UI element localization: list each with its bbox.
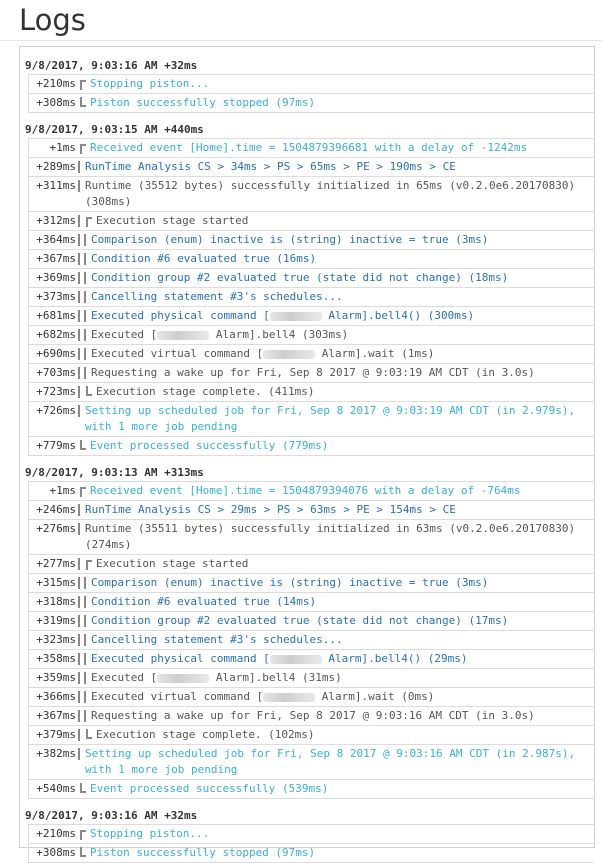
log-message-text: Executed virtual command [	[91, 347, 264, 360]
log-entry-list	[28, 824, 594, 863]
log-entry-message	[87, 438, 594, 454]
tree-indent	[76, 651, 88, 667]
log-message-text: Piston successfully stopped (97ms)	[90, 96, 316, 109]
log-entry-time: +1ms	[49, 141, 76, 154]
tree-line-icon	[84, 310, 86, 322]
log-entry-row	[29, 707, 594, 726]
log-entry-row	[29, 501, 594, 520]
log-entry-message	[88, 632, 594, 648]
log-entry-message	[88, 708, 594, 724]
log-message-text: Executed virtual command [	[91, 690, 264, 703]
tree-line-icon	[78, 634, 80, 646]
tree-line-icon	[78, 215, 80, 227]
tree-indent	[76, 270, 88, 286]
tree-branch-start-icon	[86, 558, 93, 570]
log-message-text: Event processed successfully (779ms)	[90, 439, 329, 452]
log-entry-time: +358ms	[36, 652, 76, 665]
log-message-text: Execution stage started	[96, 214, 249, 227]
tree-indent	[76, 346, 88, 362]
log-entry-time: +726ms	[36, 404, 76, 417]
tree-branch-start-icon	[80, 142, 87, 154]
log-message-text: Piston successfully stopped (97ms)	[90, 846, 316, 859]
tree-indent	[76, 594, 88, 610]
tree-line-icon	[84, 653, 86, 665]
tree-indent	[76, 483, 87, 499]
tree-line-icon	[78, 672, 80, 684]
tree-indent	[76, 689, 88, 705]
log-entry-time: +373ms	[36, 290, 76, 303]
log-entry-message	[87, 845, 594, 861]
tree-line-icon	[84, 234, 86, 246]
log-entry-time: +210ms	[36, 827, 76, 840]
log-entry-time: +364ms	[36, 233, 76, 246]
log-message-text: RunTime Analysis CS > 29ms > PS > 63ms > PE > 154ms > CE	[85, 503, 456, 516]
log-entry-list	[28, 138, 594, 456]
tree-branch-start-icon	[86, 215, 93, 227]
log-entry-message	[88, 251, 594, 267]
log-message-text: Executed physical command [	[91, 652, 270, 665]
tree-branch-start-icon	[80, 78, 87, 90]
log-message-text: Executed physical command [	[91, 309, 270, 322]
log-entry-time: +779ms	[36, 439, 76, 452]
log-entry-time: +681ms	[36, 309, 76, 322]
log-message-text: Execution stage started	[96, 557, 249, 570]
tree-branch-end-icon	[80, 440, 87, 452]
log-message-text: Setting up scheduled job for Fri, Sep 8 2017 @ 9:03:19 AM CDT (in 2.979s), with 1 more job pending	[85, 404, 582, 433]
tree-line-icon	[84, 329, 86, 341]
log-entry-message	[82, 502, 594, 518]
tree-line-icon	[78, 161, 80, 173]
log-entry-message	[82, 178, 594, 210]
log-entry-time: +210ms	[36, 77, 76, 90]
log-entry-row	[29, 669, 594, 688]
tree-indent	[76, 845, 87, 861]
log-entry-message	[88, 613, 594, 629]
log-message-text: Received event [Home].time = 1504879394076 with a delay of -764ms	[90, 484, 521, 497]
log-entry-time: +379ms	[36, 728, 76, 741]
tree-indent	[76, 384, 93, 400]
log-entry-time: +277ms	[36, 557, 76, 570]
tree-indent	[76, 289, 88, 305]
tree-indent	[76, 781, 87, 797]
log-entry-message	[87, 76, 594, 92]
log-entry-time: +311ms	[36, 179, 76, 192]
tree-indent	[76, 670, 88, 686]
tree-line-icon	[78, 253, 80, 265]
tree-line-icon	[78, 558, 80, 570]
log-message-text: Stopping piston...	[90, 827, 210, 840]
tree-branch-end-icon	[80, 847, 87, 859]
log-entry-time: +308ms	[36, 96, 76, 109]
title-divider	[0, 40, 602, 41]
tree-line-icon	[78, 691, 80, 703]
tree-line-icon	[84, 348, 86, 360]
log-entry-list	[28, 74, 594, 113]
tree-indent	[76, 213, 93, 229]
tree-line-icon	[78, 523, 80, 535]
log-entry-time: +367ms	[36, 709, 76, 722]
log-entry-row	[29, 825, 594, 844]
log-entry-row	[29, 364, 594, 383]
tree-line-icon	[78, 180, 80, 192]
log-entry-time: +319ms	[36, 614, 76, 627]
log-entry-row	[29, 780, 594, 799]
log-entry-row	[29, 402, 594, 437]
log-entry-message	[88, 308, 594, 324]
log-group	[20, 59, 594, 113]
log-entry-message	[88, 651, 594, 667]
log-message-text: Cancelling statement #3's schedules...	[91, 290, 343, 303]
log-entry-message	[88, 289, 594, 305]
log-entry-row	[29, 574, 594, 593]
log-entry-message	[87, 95, 594, 111]
log-entry-time: +276ms	[36, 522, 76, 535]
tree-line-icon	[78, 729, 80, 741]
tree-indent	[76, 727, 93, 743]
tree-line-icon	[84, 672, 86, 684]
log-group	[20, 809, 594, 863]
tree-line-icon	[78, 367, 80, 379]
log-message-text: Cancelling statement #3's schedules...	[91, 633, 343, 646]
log-entry-row	[29, 844, 594, 863]
log-entry-message	[88, 270, 594, 286]
log-entry-row	[29, 94, 594, 113]
tree-line-icon	[78, 386, 80, 398]
log-message-text: Runtime (35512 bytes) successfully initialized in 65ms (v0.2.0e6.20170830) (308ms)	[85, 179, 582, 208]
log-entry-row	[29, 555, 594, 574]
tree-line-icon	[84, 710, 86, 722]
log-entry-message	[82, 746, 594, 778]
log-message-text: Comparison (enum) inactive is (string) inactive = true (3ms)	[91, 576, 489, 589]
tree-line-icon	[84, 253, 86, 265]
log-entry-message	[87, 826, 594, 842]
tree-indent	[76, 76, 87, 92]
tree-branch-end-icon	[80, 97, 87, 109]
log-entry-message	[88, 670, 594, 686]
tree-indent	[76, 708, 88, 724]
log-entry-row	[29, 177, 594, 212]
tree-indent	[76, 632, 88, 648]
log-entry-time: +315ms	[36, 576, 76, 589]
log-entry-message	[82, 159, 594, 175]
log-entry-list	[28, 481, 594, 799]
log-entry-row	[29, 650, 594, 669]
log-entry-message	[93, 556, 594, 572]
log-message-text: Alarm].bell4 (303ms)	[209, 328, 349, 341]
tree-line-icon	[78, 272, 80, 284]
log-entry-message	[82, 403, 594, 435]
log-group-timestamp: 9/8/2017, 9:03:15 AM +440ms	[25, 123, 204, 136]
log-entry-message	[88, 346, 594, 362]
tree-line-icon	[78, 234, 80, 246]
log-message-text: Condition group #2 evaluated true (state did not change) (18ms)	[91, 271, 509, 284]
tree-indent	[76, 251, 88, 267]
log-message-text: Alarm].bell4() (29ms)	[321, 652, 468, 665]
log-entry-message	[93, 213, 594, 229]
log-entry-row	[29, 158, 594, 177]
tree-line-icon	[84, 634, 86, 646]
log-entry-message	[88, 594, 594, 610]
log-entry-row	[29, 520, 594, 555]
log-message-text: Received event [Home].time = 1504879396681 with a delay of -1242ms	[90, 141, 528, 154]
log-message-text: Requesting a wake up for Fri, Sep 8 2017 @ 9:03:19 AM CDT (in 3.0s)	[91, 366, 535, 379]
log-entry-row	[29, 383, 594, 402]
log-message-text: Setting up scheduled job for Fri, Sep 8 2017 @ 9:03:16 AM CDT (in 2.987s), with 1 more job pending	[85, 747, 582, 776]
redacted-device-name	[263, 693, 315, 702]
tree-branch-end-icon	[80, 783, 87, 795]
tree-line-icon	[78, 310, 80, 322]
log-entry-row	[29, 482, 594, 501]
tree-line-icon	[78, 348, 80, 360]
tree-line-icon	[78, 405, 80, 417]
tree-line-icon	[78, 291, 80, 303]
log-entry-time: +359ms	[36, 671, 76, 684]
tree-line-icon	[78, 615, 80, 627]
tree-indent	[76, 575, 88, 591]
log-entry-time: +369ms	[36, 271, 76, 284]
log-entry-row	[29, 745, 594, 780]
log-message-text: Alarm].bell4() (300ms)	[321, 309, 475, 322]
tree-line-icon	[84, 691, 86, 703]
log-entry-time: +323ms	[36, 633, 76, 646]
log-entry-row	[29, 212, 594, 231]
log-entry-time: +246ms	[36, 503, 76, 516]
redacted-device-name	[270, 312, 322, 321]
tree-branch-start-icon	[80, 828, 87, 840]
tree-line-icon	[84, 577, 86, 589]
log-entry-message	[88, 327, 594, 343]
log-message-text: Executed [	[91, 671, 158, 684]
log-message-text: Alarm].bell4 (31ms)	[209, 671, 342, 684]
log-entry-message	[93, 727, 594, 743]
log-entry-row	[29, 326, 594, 345]
log-entry-message	[88, 232, 594, 248]
log-entry-row	[29, 231, 594, 250]
log-entry-time: +367ms	[36, 252, 76, 265]
log-entry-row	[29, 345, 594, 364]
log-entry-message	[93, 384, 594, 400]
log-message-text: Execution stage complete. (102ms)	[96, 728, 315, 741]
log-message-text: Event processed successfully (539ms)	[90, 782, 329, 795]
log-entry-time: +366ms	[36, 690, 76, 703]
log-group-timestamp: 9/8/2017, 9:03:13 AM +313ms	[25, 466, 204, 479]
tree-line-icon	[78, 596, 80, 608]
log-entry-time: +312ms	[36, 214, 76, 227]
log-entry-time: +318ms	[36, 595, 76, 608]
log-message-text: Stopping piston...	[90, 77, 210, 90]
log-entry-time: +382ms	[36, 747, 76, 760]
page-title: Logs	[19, 3, 86, 37]
tree-line-icon	[84, 291, 86, 303]
log-entry-time: +703ms	[36, 366, 76, 379]
log-entry-time: +723ms	[36, 385, 76, 398]
log-group-timestamp: 9/8/2017, 9:03:16 AM +32ms	[25, 809, 198, 822]
tree-indent	[76, 140, 87, 156]
log-entry-time: +289ms	[36, 160, 76, 173]
tree-line-icon	[84, 272, 86, 284]
log-entry-message	[87, 140, 594, 156]
log-entry-row	[29, 688, 594, 707]
tree-indent	[76, 438, 87, 454]
log-message-text: Alarm].wait (0ms)	[315, 690, 435, 703]
log-message-text: Alarm].wait (1ms)	[315, 347, 435, 360]
log-entry-row	[29, 250, 594, 269]
log-entry-time: +682ms	[36, 328, 76, 341]
redacted-device-name	[263, 350, 315, 359]
log-message-text: Condition #6 evaluated true (14ms)	[91, 595, 317, 608]
redacted-device-name	[270, 655, 322, 664]
tree-line-icon	[84, 615, 86, 627]
log-panel[interactable]	[19, 46, 595, 859]
tree-indent	[76, 556, 93, 572]
log-entry-row	[29, 139, 594, 158]
log-message-text: Executed [	[91, 328, 158, 341]
log-entry-row	[29, 307, 594, 326]
tree-line-icon	[78, 504, 80, 516]
tree-branch-end-icon	[86, 729, 93, 741]
log-message-text: Condition #6 evaluated true (16ms)	[91, 252, 317, 265]
tree-line-icon	[78, 710, 80, 722]
tree-branch-start-icon	[80, 485, 87, 497]
log-entry-message	[88, 575, 594, 591]
log-message-text: RunTime Analysis CS > 34ms > PS > 65ms > PE > 190ms > CE	[85, 160, 456, 173]
log-message-text: Requesting a wake up for Fri, Sep 8 2017 @ 9:03:16 AM CDT (in 3.0s)	[91, 709, 535, 722]
tree-indent	[76, 308, 88, 324]
log-entry-row	[29, 593, 594, 612]
log-entry-row	[29, 75, 594, 94]
log-message-text: Comparison (enum) inactive is (string) inactive = true (3ms)	[91, 233, 489, 246]
redacted-device-name	[157, 674, 209, 683]
tree-indent	[76, 613, 88, 629]
tree-indent	[76, 826, 87, 842]
tree-line-icon	[84, 596, 86, 608]
log-message-text: Runtime (35511 bytes) successfully initialized in 63ms (v0.2.0e6.20170830) (274ms)	[85, 522, 582, 551]
log-entry-row	[29, 631, 594, 650]
tree-line-icon	[78, 748, 80, 760]
log-entry-row	[29, 269, 594, 288]
log-message-text: Condition group #2 evaluated true (state did not change) (17ms)	[91, 614, 509, 627]
log-group	[20, 123, 594, 456]
tree-line-icon	[78, 653, 80, 665]
log-entry-time: +1ms	[49, 484, 76, 497]
tree-indent	[76, 232, 88, 248]
redacted-device-name	[157, 331, 209, 340]
log-message-text: Execution stage complete. (411ms)	[96, 385, 315, 398]
log-entry-message	[87, 483, 594, 499]
tree-branch-end-icon	[86, 386, 93, 398]
log-entry-row	[29, 726, 594, 745]
tree-indent	[76, 95, 87, 111]
tree-line-icon	[84, 367, 86, 379]
tree-indent	[76, 365, 88, 381]
tree-line-icon	[78, 329, 80, 341]
log-entry-message	[88, 689, 594, 705]
log-entry-row	[29, 612, 594, 631]
tree-line-icon	[78, 577, 80, 589]
log-entry-message	[88, 365, 594, 381]
log-entry-time: +540ms	[36, 782, 76, 795]
log-entry-row	[29, 437, 594, 456]
log-entry-message	[87, 781, 594, 797]
log-group	[20, 466, 594, 799]
log-entry-time: +690ms	[36, 347, 76, 360]
log-entry-time: +308ms	[36, 846, 76, 859]
log-entry-row	[29, 288, 594, 307]
log-entry-message	[82, 521, 594, 553]
tree-indent	[76, 327, 88, 343]
log-group-timestamp: 9/8/2017, 9:03:16 AM +32ms	[25, 59, 198, 72]
